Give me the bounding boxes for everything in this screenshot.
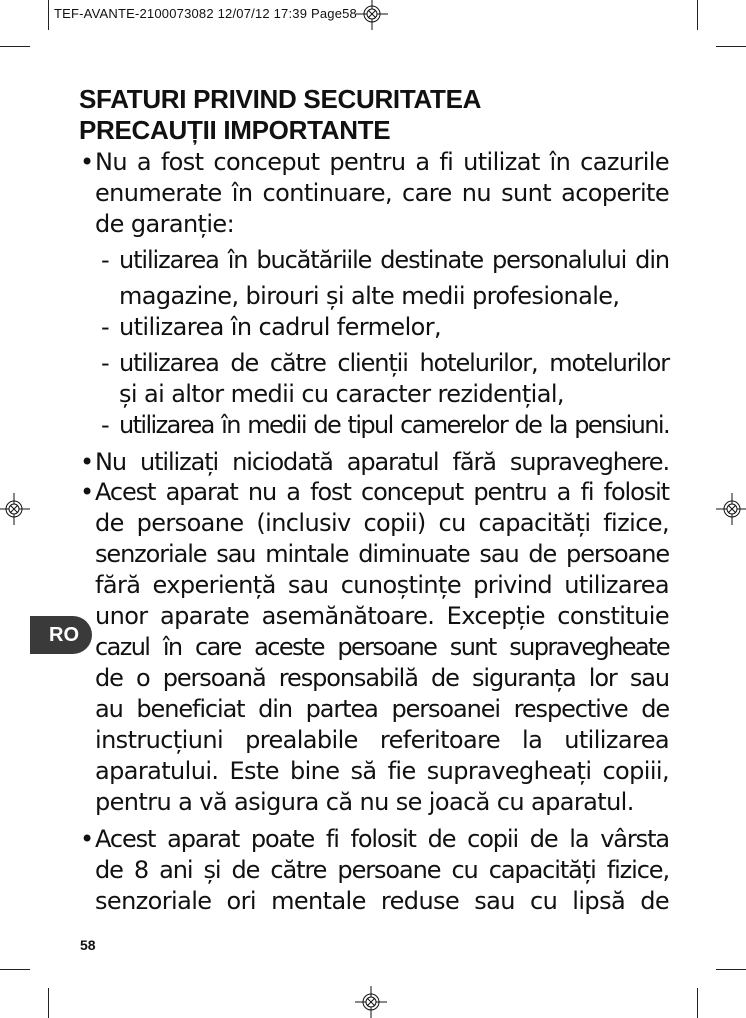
body-text-line: utilizarea în cadrul fermelor, — [119, 313, 442, 341]
bullet-marker: • — [80, 825, 95, 853]
body-text-line: aparatului. Este bine să fie supravegheați copiii, — [95, 757, 669, 785]
body-text-line: senzoriale sau mintale diminuate sau de persoane — [95, 540, 669, 568]
crop-mark-bottom-left-h — [0, 969, 30, 970]
body-text-line: fără experiență sau cunoștințe privind utilizarea — [95, 571, 669, 599]
dash-marker: - — [101, 246, 110, 274]
section-title: SFATURI PRIVIND SECURITATEA — [79, 84, 482, 114]
body-text-line: senzoriale ori mentale reduse sau cu lipsă de — [95, 887, 669, 915]
body-text-line: Acest aparat poate fi folosit de copii de la vârsta — [95, 825, 669, 853]
registration-mark-left-icon — [0, 493, 30, 525]
body-text-line: au beneficiat din partea persoanei respective de — [95, 695, 669, 723]
body-text-line: Nu utilizați niciodată aparatul fără supraveghere. — [95, 448, 669, 476]
body-text-line: utilizarea de către clienții hotelurilor, motelurilor — [119, 349, 669, 377]
bullet-marker: • — [80, 448, 95, 476]
print-slug: TEF-AVANTE-2100073082 12/07/12 17:39 Page58 — [54, 6, 357, 21]
body-text-line: unor aparate asemănătoare. Excepție constituie — [95, 602, 669, 630]
body-text-line: pentru a vă asigura că nu se joacă cu aparatul. — [95, 788, 634, 816]
page-number: 58 — [80, 937, 96, 953]
body-text-line: utilizarea în bucătăriile destinate personalului din — [119, 246, 669, 274]
body-text-line: de o persoană responsabilă de siguranța lor sau — [95, 664, 669, 692]
body-text-line: cazul în care aceste persoane sunt supravegheate — [95, 633, 669, 661]
dash-marker: - — [101, 411, 110, 439]
body-text-line: Acest aparat nu a fost conceput pentru a fi folosit — [95, 478, 669, 506]
registration-mark-right-icon — [716, 493, 746, 525]
body-text-line: de persoane (inclusiv copii) cu capacități fizice, — [95, 509, 669, 537]
body-text-line: instrucțiuni prealabile referitoare la utilizarea — [95, 726, 669, 754]
language-tab: RO — [30, 616, 92, 654]
body-text-line: Nu a fost conceput pentru a fi utilizat în cazurile — [95, 148, 669, 176]
dash-marker: - — [101, 313, 110, 341]
section-subtitle: PRECAUȚII IMPORTANTE — [79, 115, 391, 145]
crop-mark-bottom-right-v — [697, 988, 698, 1018]
crop-mark-top-right-v — [697, 0, 698, 30]
crop-mark-bottom-right-h — [716, 969, 746, 970]
registration-mark-bottom-icon — [355, 986, 387, 1018]
body-text-line: și ai altor medii cu caracter rezidențial, — [119, 380, 564, 408]
dash-marker: - — [101, 349, 110, 377]
bullet-marker: • — [80, 148, 95, 176]
body-text-line: magazine, birouri și alte medii profesionale, — [119, 282, 620, 310]
crop-mark-top-right-h — [716, 46, 746, 47]
body-text-line: enumerate în continuare, care nu sunt acoperite — [95, 179, 669, 207]
crop-mark-top-left-h — [0, 46, 30, 47]
body-text-line: de 8 ani și de către persoane cu capacități fizice, — [95, 856, 669, 884]
registration-mark-top-icon — [356, 0, 388, 30]
crop-mark-top-left-v — [48, 0, 49, 30]
body-text-line: de garanție: — [95, 210, 235, 238]
crop-mark-bottom-left-v — [48, 988, 49, 1018]
bullet-marker: • — [80, 478, 95, 506]
body-text-line: utilizarea în medii de tipul camerelor de la pensiuni. — [119, 411, 669, 439]
